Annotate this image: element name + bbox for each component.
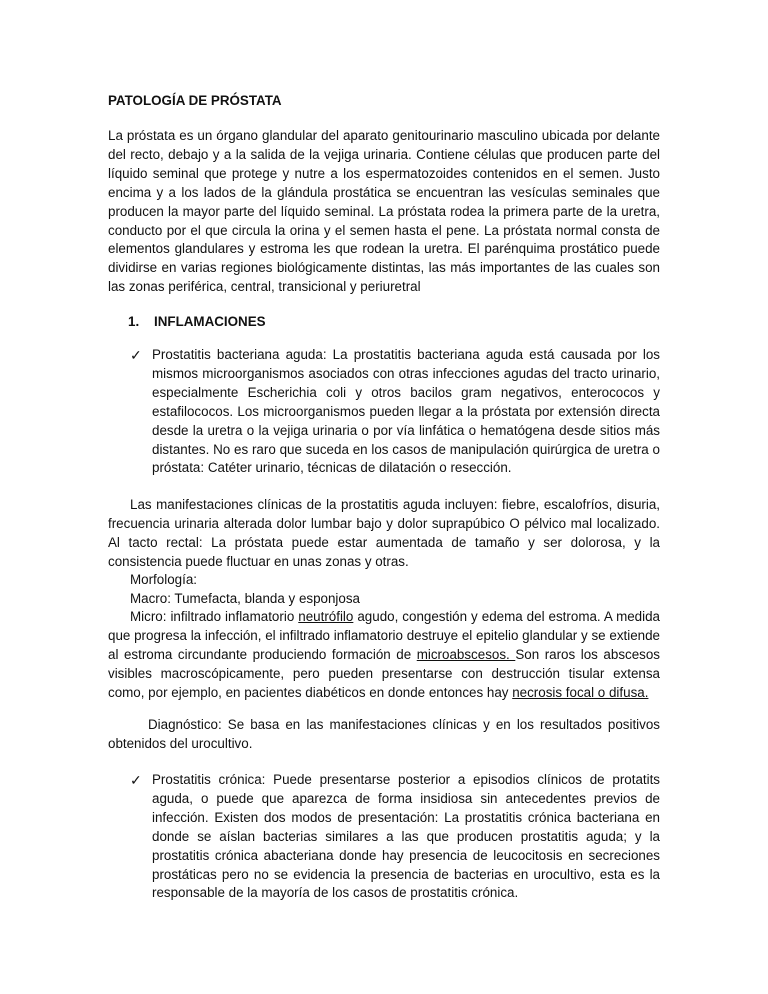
diagnostico-text: Diagnóstico: Se basa en las manifestaciones clínicas y en los resultados positivos obtenidos del urocultivo. [108, 717, 660, 751]
macro-line: Macro: Tumefacta, blanda y esponjosa [130, 591, 361, 606]
manifestaciones-paragraph [108, 496, 660, 572]
page-title: PATOLOGÍA DE PRÓSTATA [108, 93, 282, 108]
morfologia-label: Morfología: [130, 572, 197, 587]
underlined-term: necrosis focal o difusa. [512, 684, 649, 700]
intro-text: La próstata es un órgano glandular del aparato genitourinario masculino ubicada por delante del recto, debajo y a la salida de la vejiga urinaria. Contiene células que producen parte del líquido seminal que protege y nutre a los espermatozoides contenidos en el semen. Justo encima y a los lados de la glándula prostática se encuentran las vesículas seminales que producen la mayor parte del líquido seminal. La próstata rodea la primera parte de la uretra, conducto por el que circula la orina y el semen hasta el pene. La próstata normal consta de elementos glandulares y estroma les que rodean la uretra. El parénquima prostático puede dividirse en varias regiones biológicamente distintas, las más importantes de las cuales son las zonas periférica, central, transicional y periuretral [108, 128, 660, 295]
intro-paragraph [108, 127, 660, 297]
micro-paragraph [108, 608, 660, 703]
bullet-text: Prostatitis bacteriana aguda: La prostatitis bacteriana aguda está causada por los mismos microorganismos asociados con otras infecciones agudas del tracto urinario, especialmente Escherichia coli y otros bacilos gram negativos, enterococos y estafilococos. Los microorganismos pueden llegar a la próstata por extensión directa desde la uretra o la vejiga urinaria o por vía linfática o hematógena desde sitios más distantes. No es raro que suceda en los casos de manipulación quirúrgica de uretra o próstata: Catéter urinario, técnicas de dilatación o resección. [152, 347, 660, 476]
underlined-term: neutrófilo [298, 609, 354, 624]
bullet-prostatitis-cronica [130, 771, 660, 903]
manifestaciones-text: Las manifestaciones clínicas de la prostatitis aguda incluyen: fiebre, escalofríos, disuria, frecuencia urinaria alterada dolor lumbar bajo y dolor suprapúbico O pélvico mal localizado. Al tacto rectal: La próstata puede estar aumentada de tamaño y ser dolorosa, y la consistencia puede fluctuar en unas zonas y otras. [108, 497, 660, 569]
underlined-term: microabscesos. [416, 646, 516, 662]
checkmark-icon: ✓ [130, 347, 142, 363]
checkmark-icon: ✓ [130, 772, 142, 788]
micro-text: Micro: infiltrado inflamatorio neutrófilo agudo, congestión y edema del estroma. A medida que progresa la infección, el infiltrado inflamatorio destruye el epitelio glandular y se extiende al estroma circundante produciendo formación de microabscesos. Son raros los abscesos visibles macroscópicamente, pero pueden presentarse con destrucción tisular extensa como, por ejemplo, en pacientes diabéticos en donde entonces hay necrosis focal o difusa. [108, 609, 660, 700]
bullet-prostatitis-aguda [130, 346, 660, 478]
section-title: INFLAMACIONES [154, 314, 266, 329]
diagnostico-paragraph [108, 716, 660, 754]
section-number: 1. [128, 314, 140, 329]
bullet-text: Prostatitis crónica: Puede presentarse posterior a episodios clínicos de protatits aguda, o puede que aparezca de forma insidiosa sin antecedentes previos de infección. Existen dos modos de presentación: La prostatitis crónica bacteriana en donde se aíslan bacterias similares a las que producen prostatitis aguda; y la prostatitis crónica abacteriana donde hay presencia de leucocitosis en secreciones prostáticas pero no se evidencia la presencia de bacterias en urocultivo, esta es la responsable de la mayoría de los casos de prostatitis crónica. [152, 772, 660, 901]
section-heading-inflamaciones [128, 313, 266, 331]
